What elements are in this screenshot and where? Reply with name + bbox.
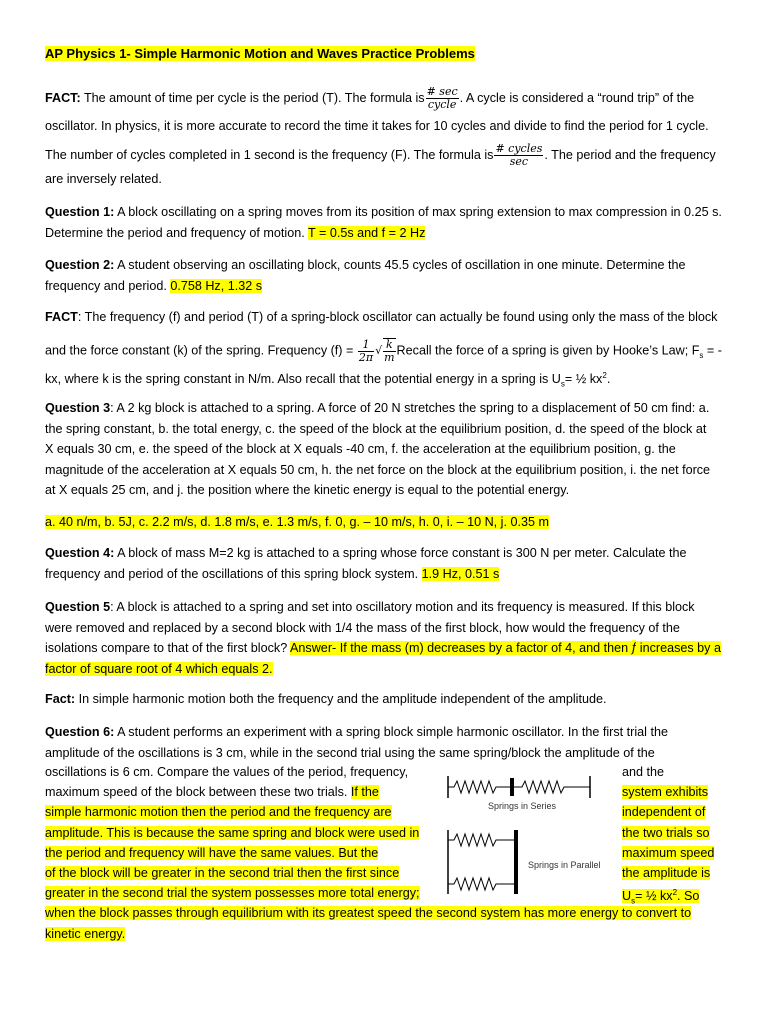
fact-period-line1: FACT: The amount of time per cycle is the period (T). The formula is $\frac{\# \sec}{\text{cycle}}$ . A cycle is considered a “round trip” of the xyxy=(45,85,695,111)
sqrt-k-over-m: √ $\frac{k}{m}$ xyxy=(375,338,395,364)
fact-amplitude: Fact: In simple harmonic motion both the frequency and the amplitude independent of the amplitude. xyxy=(45,692,607,706)
series-spring-2 xyxy=(514,781,590,793)
question-6-right-column: and the system exhibits independent of the two trials so maximum speed the amplitude is $U_s=$ ½ $kx^2$. So xyxy=(622,765,715,906)
parallel-spring-top xyxy=(448,834,514,846)
series-block xyxy=(510,778,514,796)
answer-1: T = 0.5s and f = 2 Hz xyxy=(308,225,426,240)
series-label: Springs in Series xyxy=(488,801,557,811)
question-1: Question 1: A block oscillating on a spring moves from its position of max spring extension to max compression in 0.25 s. Determine the period and frequency of motion. T = 0.5s and f = 2 Hz xyxy=(45,205,722,240)
fact-spring-line1: FACT: The frequency (f) and period (T) of a spring-block oscillator can actually be found using only the mass of the block xyxy=(45,310,718,324)
question-4: Question 4: A block of mass M=2 kg is attached to a spring whose force constant is 300 N per meter. Calculate the frequency and period of the oscillations of this spring block system. 1.9 Hz, 0.51 s xyxy=(45,546,687,581)
answer-3: a. 40 n/m, b. 5J, c. 2.2 m/s, d. 1.8 m/s, e. 1.3 m/s, f. 0, g. – 10 m/s, h. 0, i. – 10 N, j. 0.35 m xyxy=(45,515,549,529)
frequency-equation: $\frac{1}{2\pi}$ xyxy=(358,337,374,364)
question-6-intro: Question 6: A student performs an experiment with a spring block simple harmonic oscillator. In the first trial the amplitude of the oscillations is 3 cm, while in the second trial using the same spring/block the amplitude of the xyxy=(45,725,668,760)
question-2: Question 2: A student observing an oscillating block, counts 45.5 cycles of oscillation in one minute. Determine the frequency and period. 0.758 Hz, 1.32 s xyxy=(45,258,686,293)
fact-period-line3: The number of cycles completed in 1 second is the frequency (F). The formula is $\frac{\text{\# cycles}}{\sec}$ . The period and the frequency xyxy=(45,142,716,168)
frequency-formula: $\frac{\text{\# cycles}}{\sec}$ xyxy=(495,142,543,168)
springs-diagram xyxy=(440,772,620,902)
series-spring-1 xyxy=(448,781,510,793)
page-title: AP Physics 1- Simple Harmonic Motion and Waves Practice Problems xyxy=(45,46,475,61)
fact-period-line2: oscillator. In physics, it is more accurate to record the time it takes for 10 cycles and divide to find the period for 1 cycle. xyxy=(45,119,709,133)
answer-2: 0.758 Hz, 1.32 s xyxy=(170,278,263,293)
parallel-label: Springs in Parallel xyxy=(528,860,601,870)
fact-spring-line2: and the force constant (k) of the spring. Frequency (f) = $\frac{1}{2\pi}$ √ $\frac{k}{m}$ Recall the force of a spring is given by Hooke’s Law; $F_s$ = - xyxy=(45,337,722,364)
parallel-spring-bottom xyxy=(448,878,514,890)
question-6-conclusion: when the block passes through equilibrium with its greatest speed the second system has more energy to convert to kinetic energy. xyxy=(45,906,692,941)
fact-period-line4: are inversely related. xyxy=(45,172,162,186)
question-6-left-column: oscillations is 6 cm. Compare the values of the period, frequency, maximum speed of the block between these two trials. If the simple harmonic motion then the period and the frequency are amplitude. This is because the same spring and block were used in the period and frequency will have the same values. But the of the block will be greater in the second trial then the first since greater in the second trial the system possesses more total energy; xyxy=(45,765,420,901)
answer-4: 1.9 Hz, 0.51 s xyxy=(421,566,500,581)
period-formula: $\frac{\# \sec}{\text{cycle}}$ xyxy=(426,85,458,111)
question-3: Question 3: A 2 kg block is attached to a spring. A force of 20 N stretches the spring to a displacement of 50 cm find: a. the spring constant, b. the total energy, c. the speed of the block at the equilibrium position, d. the speed of the block at X equals 30 cm, e. the speed of the block at X equals -40 cm, f. the acceleration at the equilibrium position, g. the magnitude of the acceleration at X equals 50 cm, h. the net force on the block at the equilibrium position, i. the net force at X equals 25 cm, and j. the position where the kinetic energy is equal to the potential energy. xyxy=(45,401,711,497)
fact-spring-line3: kx, where k is the spring constant in N/m. Also recall that the potential energy in a spring is $U_s=$ ½ $kx^2$. xyxy=(45,371,611,389)
question-5: Question 5: A block is attached to a spring and set into oscillatory motion and its frequency is measured. If this block were removed and replaced by a second block with 1/4 the mass of the first block, how would the frequency of the isolations compare to that of the first block? Answer- If the mass (m) decreases by a factor of 4, and then f increases by a factor of square root of 4 which equals 2. xyxy=(45,600,721,676)
springs-diagram-svg xyxy=(440,772,620,902)
parallel-block xyxy=(514,830,518,894)
